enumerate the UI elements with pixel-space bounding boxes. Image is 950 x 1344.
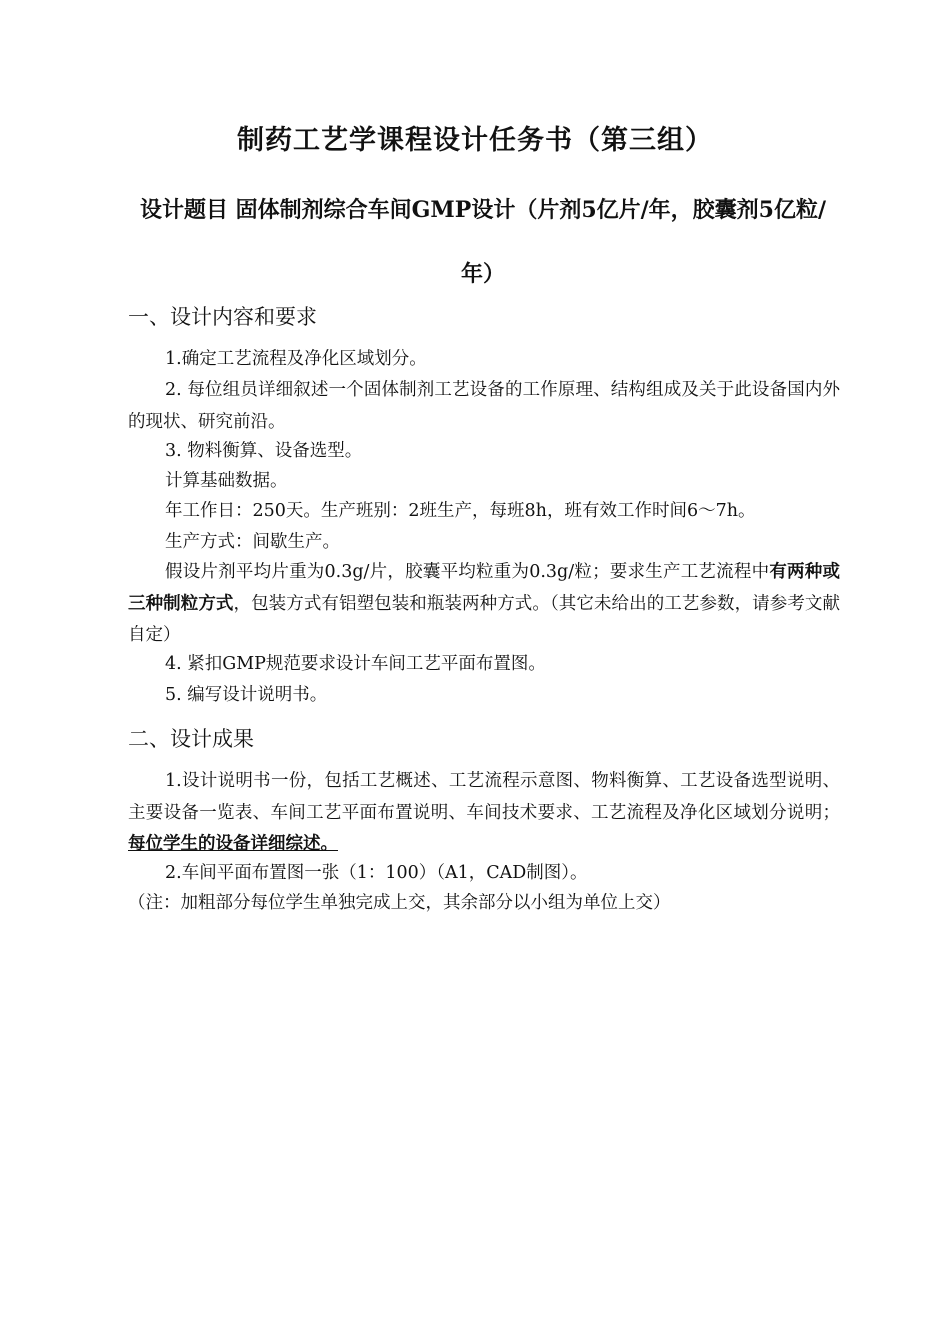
assumption-paragraph <box>128 557 840 652</box>
section-heading-design-results: 二、设计成果 <box>128 727 254 751</box>
requirement-item-2: 2. 每位组员详细叙述一个固体制剂工艺设备的工作原理、结构组成及关于此设备国内外的现状、研究前沿。 <box>128 380 840 432</box>
note-text: （注：加粗部分每位学生单独完成上交，其余部分以小组为单位上交） <box>128 893 671 913</box>
result-item-1 <box>128 766 840 861</box>
result-item-1-text: 1.设计说明书一份，包括工艺概述、工艺流程示意图、物料衡算、工艺设备选型说明、主要设备一览表、车间工艺平面布置说明、车间技术要求、工艺流程及净化区域划分说明； <box>128 771 840 823</box>
equipment-review-bold: 每位学生的设备详细综述。 <box>128 834 338 854</box>
assumption-text-end: ，包装方式有铝塑包装和瓶装两种方式。（其它未给出的工艺参数，请参考文献自定） <box>128 593 841 645</box>
work-schedule: 年工作日：250天。生产班别：2班生产，每班8h，班有效工作时间6～7h。 <box>165 501 756 521</box>
requirement-item-3: 3. 物料衡算、设备选型。 <box>165 441 363 461</box>
result-item-2: 2.车间平面布置图一张（1：100）（A1，CAD制图）。 <box>165 863 588 883</box>
design-topic: 设计题目 固体制剂综合车间GMP设计（片剂5亿片/年，胶囊剂5亿粒/年） <box>139 197 827 287</box>
requirement-item-5: 5. 编写设计说明书。 <box>165 685 328 705</box>
assumption-text-start: 假设片剂平均片重为0.3g/片，胶囊平均粒重为0.3g/粒；要求生产工艺流程中 <box>165 562 770 582</box>
calc-basis-label: 计算基础数据。 <box>165 471 288 491</box>
section-heading-design-content: 一、设计内容和要求 <box>128 305 317 329</box>
document-title: 制药工艺学课程设计任务书（第三组） <box>237 125 713 156</box>
production-mode: 生产方式：间歇生产。 <box>165 532 340 552</box>
requirement-item-4: 4. 紧扣GMP规范要求设计车间工艺平面布置图。 <box>165 654 546 674</box>
requirement-item-1: 1.确定工艺流程及净化区域划分。 <box>165 349 427 369</box>
granulation-methods-bold: 有两种或三种制粒方式 <box>128 562 841 614</box>
